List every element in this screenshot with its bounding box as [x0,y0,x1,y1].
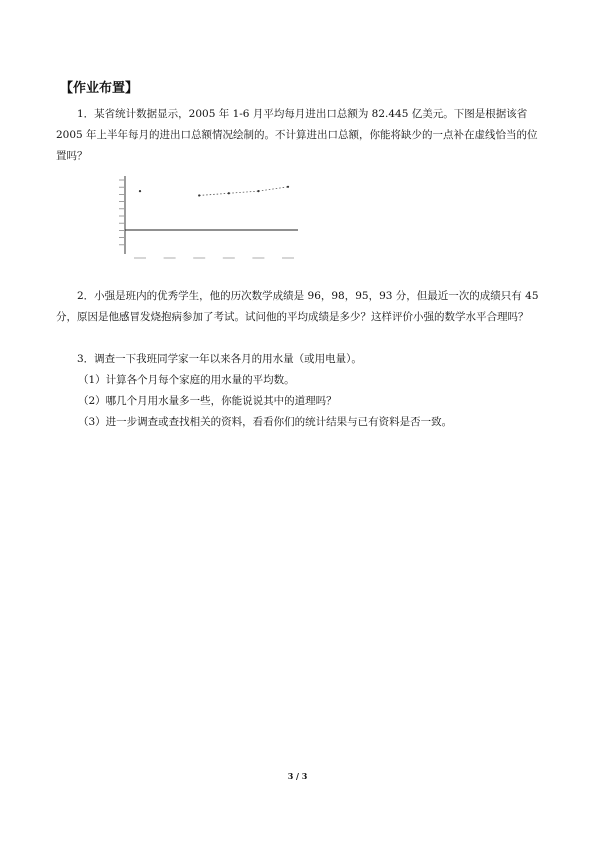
question-1: 1．某省统计数据显示，2005 年 1-6 月平均每月进出口总额为 82.445 亿美元。下图是根据该省 2005 年上半年每月的进出口总额情况绘制的。不计算进出口总额，你能将缺少的一点补在虚线恰当的位置吗？ [56,108,538,162]
data-point [139,190,141,192]
series-segment [199,193,229,195]
data-point [198,194,200,196]
page-number: 3 / 3 [287,771,308,781]
question-3-item-3: （3）进一步调查或查找相关的资料，看看你们的统计结果与已有资料是否一致。 [78,416,453,428]
question-2: 2．小强是班内的优秀学生，他的历次数学成绩是 96，98，95，93 分，但最近一次的成绩只有 45 分，原因是他感冒发烧抱病参加了考试。试问他的平均成绩是多少？这样评价小强的数学水平合理吗？ [56,290,539,323]
question-3-item-2: （2）哪几个月用水量多一些，你能说说其中的道理吗？ [78,395,337,407]
data-point [228,192,230,194]
export-import-line-chart [100,172,300,264]
chart-plot-area [119,176,298,258]
series-segment [258,187,288,191]
question-3: 3．调查一下我班同学家一年以来各月的用水量（或用电量）。 [77,353,362,365]
section-heading: 【作业布置】 [60,81,139,96]
question-3-item-1: （1）计算各个月每个家庭的用水量的平均数。 [78,374,295,386]
data-point [257,190,259,192]
data-point [287,186,289,188]
series-segment [229,191,259,193]
